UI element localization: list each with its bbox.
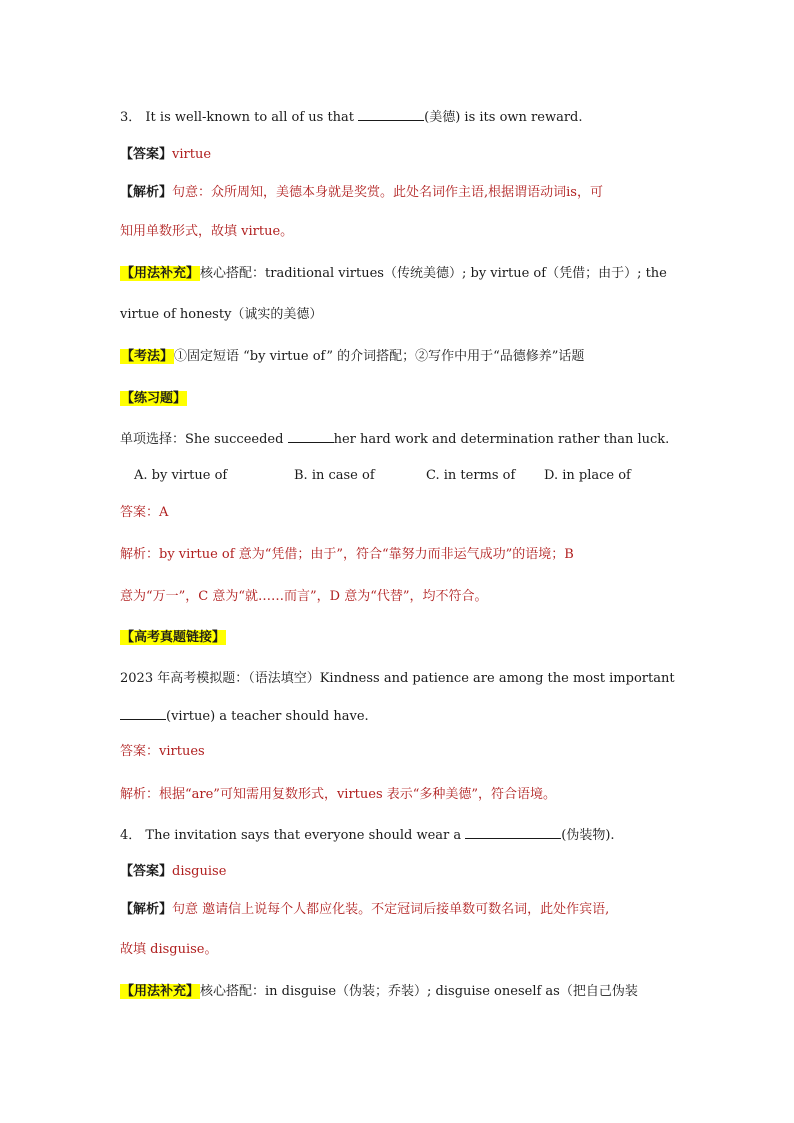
gaokao-answer: 答案：virtues <box>120 744 205 759</box>
question-text-pre: It is well-known to all of us that <box>145 110 359 125</box>
practice-tag: 【练习题】 <box>121 391 187 406</box>
question-number: 4． <box>120 828 142 843</box>
usage-text: 核心搭配：in disguise（伪装；乔装）; disguise oneself as（把自己伪装 <box>200 984 638 999</box>
answer-value: disguise <box>172 864 227 879</box>
gaokao-heading <box>120 629 226 647</box>
exam-tag: 【考法】 <box>121 349 174 364</box>
option-a: A. by virtue of <box>134 468 228 483</box>
q3-exam-point <box>120 348 584 366</box>
q4-answer <box>120 863 226 881</box>
usage-text: 核心搭配：traditional virtues（传统美德）; by virtue of（凭借；由于）; the <box>200 266 667 281</box>
practice-analysis-line-2: 意为“万一”，C 意为“就……而言”，D 意为“代替”，均不符合。 <box>120 589 488 604</box>
answer-blank <box>120 707 166 720</box>
answer-value: virtue <box>172 147 212 162</box>
gaokao-tag: 【高考真题链接】 <box>121 630 226 645</box>
gaokao-analysis: 解析：根据“are”可知需用复数形式，virtues 表示“多种美德”，符合语境。 <box>120 787 557 802</box>
q3-analysis-line-2: 知用单数形式，故填 virtue。 <box>120 224 294 239</box>
answer-blank <box>465 826 561 839</box>
usage-tag: 【用法补充】 <box>121 984 200 999</box>
question-text-pre: The invitation says that everyone should wear a <box>145 828 466 843</box>
option-c: C. in terms of <box>426 468 516 483</box>
analysis-text: 句意 邀请信上说每个人都应化装。不定冠词后接单数可数名词，此处作宾语, <box>172 902 610 917</box>
question-4 <box>120 826 615 845</box>
q3-answer <box>120 146 211 164</box>
question-text-post: (伪装物). <box>561 828 615 843</box>
question-text-post: (美德) is its own reward. <box>424 110 583 125</box>
analysis-text: 句意：众所周知，美德本身就是奖赏。此处名词作主语,根据谓语动词is，可 <box>172 185 603 200</box>
analysis-tag: 【解析】 <box>120 185 173 200</box>
answer-blank <box>288 430 334 443</box>
question-number: 3． <box>120 110 142 125</box>
gaokao-line-2-text: (virtue) a teacher should have. <box>166 709 369 724</box>
q3-usage-line-2: virtue of honesty（诚实的美德） <box>120 307 323 322</box>
q3-analysis-line-1 <box>120 184 603 202</box>
option-b: B. in case of <box>294 468 375 483</box>
exam-text: ①固定短语 “by virtue of” 的介词搭配；②写作中用于“品德修养”话题 <box>174 349 585 364</box>
q4-analysis-line-1 <box>120 901 609 919</box>
practice-analysis-line-1: 解析：by virtue of 意为“凭借；由于”，符合“靠努力而非运气成功”的语境；B <box>120 547 574 562</box>
practice-heading <box>120 390 187 408</box>
answer-tag: 【答案】 <box>120 147 173 162</box>
practice-stem-post: her hard work and determination rather than luck. <box>333 432 670 447</box>
gaokao-line-1: 2023 年高考模拟题：（语法填空）Kindness and patience are among the most important <box>120 671 675 686</box>
practice-answer: 答案：A <box>120 505 169 520</box>
practice-stem-pre: 单项选择：She succeeded <box>120 432 288 447</box>
option-d: D. in place of <box>544 468 631 483</box>
q3-usage-line-1 <box>120 265 667 283</box>
practice-stem <box>120 430 669 449</box>
usage-tag: 【用法补充】 <box>121 266 200 281</box>
answer-blank <box>358 108 424 121</box>
analysis-tag: 【解析】 <box>120 902 173 917</box>
q4-usage-line-1 <box>120 983 638 1001</box>
gaokao-line-2 <box>120 707 369 726</box>
answer-tag: 【答案】 <box>120 864 173 879</box>
q4-analysis-line-2: 故填 disguise。 <box>120 942 218 957</box>
question-3 <box>120 108 583 127</box>
